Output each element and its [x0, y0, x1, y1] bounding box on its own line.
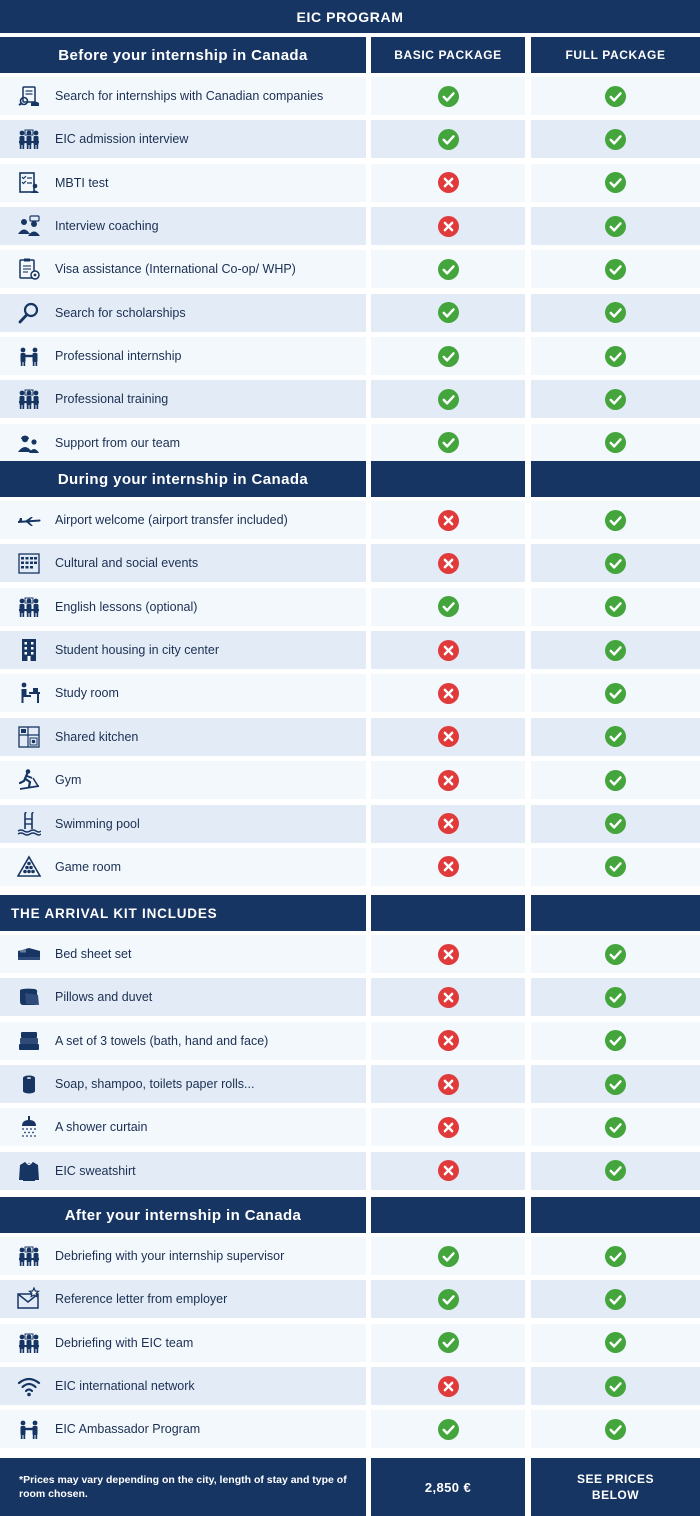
sweatshirt-icon	[17, 1159, 41, 1183]
cross-icon	[438, 216, 459, 237]
feature-label: Debriefing with your internship supervisor	[55, 1249, 285, 1263]
handshake-people-icon	[17, 1417, 41, 1441]
basic-package-header	[371, 895, 525, 931]
feature-cell	[0, 1280, 366, 1318]
basic-price: 2,850 €	[371, 1458, 525, 1516]
kitchen-icon	[17, 725, 41, 749]
price-footer	[0, 1458, 700, 1516]
full-package-cell	[531, 424, 700, 462]
feature-cell	[0, 501, 366, 539]
check-icon	[605, 172, 626, 193]
table-row	[0, 1367, 700, 1405]
feature-cell	[0, 935, 366, 973]
check-icon	[605, 1160, 626, 1181]
full-package-cell	[531, 1324, 700, 1362]
feature-cell	[0, 294, 366, 332]
full-package-cell	[531, 1108, 700, 1146]
full-package-cell	[531, 250, 700, 288]
basic-package-header: BASIC PACKAGE	[371, 37, 525, 73]
table-row	[0, 978, 700, 1016]
table-row	[0, 250, 700, 288]
full-package-cell	[531, 718, 700, 756]
cross-icon	[438, 856, 459, 877]
airplane-icon	[17, 508, 41, 532]
table-row	[0, 805, 700, 843]
check-icon	[605, 1074, 626, 1095]
basic-package-cell	[371, 718, 525, 756]
basic-package-cell	[371, 164, 525, 202]
basic-package-cell	[371, 544, 525, 582]
full-package-cell	[531, 544, 700, 582]
check-icon	[605, 1376, 626, 1397]
check-icon	[605, 510, 626, 531]
check-icon	[605, 1117, 626, 1138]
feature-label: EIC sweatshirt	[55, 1163, 136, 1178]
basic-package-cell	[371, 1410, 525, 1448]
check-icon	[438, 1246, 459, 1267]
feature-cell	[0, 848, 366, 886]
full-package-cell	[531, 1280, 700, 1318]
check-icon	[605, 987, 626, 1008]
full-package-cell	[531, 761, 700, 799]
feature-label: Shared kitchen	[55, 729, 139, 744]
table-row	[0, 544, 700, 582]
feature-label: Game room	[55, 859, 121, 874]
feature-cell	[0, 1152, 366, 1190]
check-icon	[438, 302, 459, 323]
basic-package-cell	[371, 380, 525, 418]
basic-package-cell	[371, 631, 525, 669]
shower-icon	[17, 1115, 41, 1139]
feature-cell	[0, 718, 366, 756]
search-document-icon	[17, 84, 41, 108]
toilet-paper-icon	[17, 1072, 41, 1096]
full-package-cell	[531, 631, 700, 669]
full-package-cell	[531, 1410, 700, 1448]
letter-star-icon	[17, 1287, 41, 1311]
meeting-icon	[17, 1244, 41, 1268]
feature-label: Debriefing with EIC team	[55, 1335, 194, 1350]
feature-label: EIC international network	[55, 1379, 195, 1393]
basic-package-cell	[371, 1152, 525, 1190]
cross-icon	[438, 726, 459, 747]
feature-label: Cultural and social events	[55, 556, 199, 571]
handshake-people-icon	[17, 344, 41, 368]
cross-icon	[438, 944, 459, 965]
check-icon	[438, 346, 459, 367]
basic-package-cell	[371, 1237, 525, 1275]
check-icon	[605, 129, 626, 150]
basic-package-cell	[371, 1108, 525, 1146]
cross-icon	[438, 1074, 459, 1095]
table-row	[0, 1022, 700, 1060]
check-icon	[438, 1332, 459, 1353]
wifi-icon	[17, 1374, 41, 1398]
feature-cell	[0, 380, 366, 418]
check-icon	[605, 1332, 626, 1353]
basic-package-cell	[371, 207, 525, 245]
feature-label: Support from our team	[55, 435, 181, 450]
feature-label: Search for internships with Canadian companies	[55, 89, 324, 103]
cross-icon	[438, 640, 459, 661]
feature-cell	[0, 978, 366, 1016]
magnifier-icon	[17, 301, 41, 325]
full-package-cell	[531, 1152, 700, 1190]
cross-icon	[438, 813, 459, 834]
table-row	[0, 164, 700, 202]
basic-package-cell	[371, 1280, 525, 1318]
basic-package-cell	[371, 1367, 525, 1405]
full-package-cell	[531, 935, 700, 973]
check-icon	[605, 813, 626, 834]
table-row	[0, 501, 700, 539]
table-row	[0, 718, 700, 756]
feature-cell	[0, 1410, 366, 1448]
basic-package-cell	[371, 761, 525, 799]
visa-document-icon	[17, 257, 41, 281]
feature-label: Reference letter from employer	[55, 1292, 228, 1307]
bed-sheet-icon	[17, 942, 41, 966]
check-icon	[438, 1289, 459, 1310]
full-package-cell	[531, 674, 700, 712]
check-icon	[605, 770, 626, 791]
table-row	[0, 120, 700, 158]
meeting-icon	[17, 387, 41, 411]
table-row	[0, 1065, 700, 1103]
cross-icon	[438, 770, 459, 791]
full-package-cell	[531, 164, 700, 202]
feature-cell	[0, 164, 366, 202]
meeting-icon	[17, 1331, 41, 1355]
meeting-icon	[17, 127, 41, 151]
basic-package-cell	[371, 120, 525, 158]
full-package-cell	[531, 848, 700, 886]
check-icon	[605, 553, 626, 574]
check-icon	[605, 302, 626, 323]
cross-icon	[438, 1117, 459, 1138]
check-icon	[438, 389, 459, 410]
feature-label: A shower curtain	[55, 1120, 148, 1135]
full-package-cell	[531, 805, 700, 843]
full-package-cell	[531, 337, 700, 375]
feature-label: Soap, shampoo, toilets paper rolls...	[55, 1077, 255, 1091]
pillow-icon	[17, 985, 41, 1009]
feature-label: Visa assistance (International Co-op/ WHP)	[55, 262, 296, 277]
check-icon	[605, 683, 626, 704]
check-icon	[605, 346, 626, 367]
section-title: Before your internship in Canada	[0, 37, 366, 73]
full-package-header: FULL PACKAGE	[531, 37, 700, 73]
section-header	[0, 1197, 700, 1233]
feature-label: English lessons (optional)	[55, 599, 198, 614]
full-package-cell	[531, 380, 700, 418]
cross-icon	[438, 987, 459, 1008]
check-icon	[605, 1289, 626, 1310]
basic-package-cell	[371, 805, 525, 843]
see-prices-link[interactable]: SEE PRICES BELOW	[531, 1458, 700, 1516]
cross-icon	[438, 553, 459, 574]
basic-package-cell	[371, 674, 525, 712]
feature-cell	[0, 631, 366, 669]
table-row	[0, 1324, 700, 1362]
section-title: During your internship in Canada	[0, 461, 366, 497]
table-row	[0, 848, 700, 886]
table-row	[0, 424, 700, 462]
feature-cell	[0, 674, 366, 712]
feature-label: Interview coaching	[55, 219, 159, 234]
full-package-cell	[531, 1022, 700, 1060]
feature-label: Airport welcome (airport transfer included)	[55, 513, 288, 527]
check-icon	[605, 596, 626, 617]
feature-label: Bed sheet set	[55, 947, 132, 961]
feature-cell	[0, 1022, 366, 1060]
feature-cell	[0, 207, 366, 245]
program-title: EIC PROGRAM	[0, 0, 700, 33]
check-icon	[438, 432, 459, 453]
feature-cell	[0, 805, 366, 843]
check-icon	[605, 86, 626, 107]
basic-package-cell	[371, 77, 525, 115]
feature-label: EIC admission interview	[55, 132, 189, 147]
full-package-cell	[531, 588, 700, 626]
feature-cell	[0, 761, 366, 799]
cross-icon	[438, 1030, 459, 1051]
cross-icon	[438, 683, 459, 704]
check-icon	[438, 259, 459, 280]
full-package-cell	[531, 294, 700, 332]
check-icon	[605, 1419, 626, 1440]
cross-icon	[438, 510, 459, 531]
full-package-cell	[531, 120, 700, 158]
feature-cell	[0, 1065, 366, 1103]
coaching-icon	[17, 214, 41, 238]
feature-cell	[0, 77, 366, 115]
feature-label: Student housing in city center	[55, 643, 219, 657]
check-icon	[605, 726, 626, 747]
basic-package-cell	[371, 1022, 525, 1060]
check-icon	[605, 389, 626, 410]
full-package-cell	[531, 1237, 700, 1275]
section-title: THE ARRIVAL KIT INCLUDES	[0, 895, 366, 931]
table-row	[0, 674, 700, 712]
team-support-icon	[17, 431, 41, 455]
full-package-cell	[531, 1367, 700, 1405]
meeting-icon	[17, 595, 41, 619]
check-icon	[605, 944, 626, 965]
check-icon	[438, 596, 459, 617]
table-row	[0, 1152, 700, 1190]
check-icon	[605, 856, 626, 877]
table-row	[0, 1410, 700, 1448]
full-package-header	[531, 461, 700, 497]
basic-package-header	[371, 461, 525, 497]
table-row	[0, 294, 700, 332]
section-header	[0, 461, 700, 497]
basic-package-cell	[371, 1065, 525, 1103]
pool-ladder-icon	[17, 812, 41, 836]
table-row	[0, 1108, 700, 1146]
feature-label: A set of 3 towels (bath, hand and face)	[55, 1033, 269, 1048]
feature-label: Swimming pool	[55, 816, 140, 831]
feature-cell	[0, 1108, 366, 1146]
full-package-cell	[531, 207, 700, 245]
full-package-cell	[531, 978, 700, 1016]
basic-package-cell	[371, 294, 525, 332]
towels-icon	[17, 1029, 41, 1053]
feature-label: Study room	[55, 686, 119, 701]
check-icon	[438, 86, 459, 107]
check-icon	[605, 640, 626, 661]
section-header	[0, 895, 700, 931]
section-header	[0, 37, 700, 73]
check-icon	[605, 1246, 626, 1267]
check-icon	[605, 259, 626, 280]
feature-cell	[0, 588, 366, 626]
feature-cell	[0, 1237, 366, 1275]
feature-label: EIC Ambassador Program	[55, 1422, 201, 1437]
feature-label: Search for scholarships	[55, 305, 186, 320]
cross-icon	[438, 1160, 459, 1181]
building-icon	[17, 638, 41, 662]
check-icon	[605, 1030, 626, 1051]
price-note: *Prices may vary depending on the city, length of stay and type of room chosen.	[0, 1458, 366, 1516]
feature-cell	[0, 1367, 366, 1405]
check-icon	[605, 432, 626, 453]
table-row	[0, 380, 700, 418]
full-package-header	[531, 1197, 700, 1233]
basic-package-cell	[371, 935, 525, 973]
basic-package-cell	[371, 588, 525, 626]
table-row	[0, 207, 700, 245]
check-icon	[438, 129, 459, 150]
cross-icon	[438, 1376, 459, 1397]
feature-cell	[0, 337, 366, 375]
basic-package-cell	[371, 337, 525, 375]
feature-label: Professional internship	[55, 349, 182, 364]
basic-package-cell	[371, 501, 525, 539]
feature-label: MBTI test	[55, 175, 109, 190]
table-row	[0, 588, 700, 626]
full-package-cell	[531, 1065, 700, 1103]
check-icon	[438, 1419, 459, 1440]
basic-package-header	[371, 1197, 525, 1233]
basic-package-cell	[371, 978, 525, 1016]
feature-cell	[0, 250, 366, 288]
basic-package-cell	[371, 1324, 525, 1362]
table-row	[0, 761, 700, 799]
feature-cell	[0, 1324, 366, 1362]
basic-package-cell	[371, 250, 525, 288]
table-row	[0, 1280, 700, 1318]
table-row	[0, 337, 700, 375]
table-row	[0, 935, 700, 973]
feature-cell	[0, 424, 366, 462]
full-package-cell	[531, 77, 700, 115]
feature-label: Pillows and duvet	[55, 990, 153, 1005]
section-title: After your internship in Canada	[0, 1197, 366, 1233]
basic-package-cell	[371, 848, 525, 886]
feature-label: Professional training	[55, 392, 169, 407]
cross-icon	[438, 172, 459, 193]
table-row	[0, 77, 700, 115]
billiard-triangle-icon	[17, 855, 41, 879]
treadmill-icon	[17, 768, 41, 792]
study-desk-icon	[17, 681, 41, 705]
table-row	[0, 631, 700, 669]
full-package-header	[531, 895, 700, 931]
check-icon	[605, 216, 626, 237]
basic-package-cell	[371, 424, 525, 462]
test-form-icon	[17, 171, 41, 195]
full-package-cell	[531, 501, 700, 539]
feature-cell	[0, 544, 366, 582]
feature-cell	[0, 120, 366, 158]
feature-label: Gym	[55, 773, 82, 788]
table-row	[0, 1237, 700, 1275]
calendar-grid-icon	[17, 551, 41, 575]
